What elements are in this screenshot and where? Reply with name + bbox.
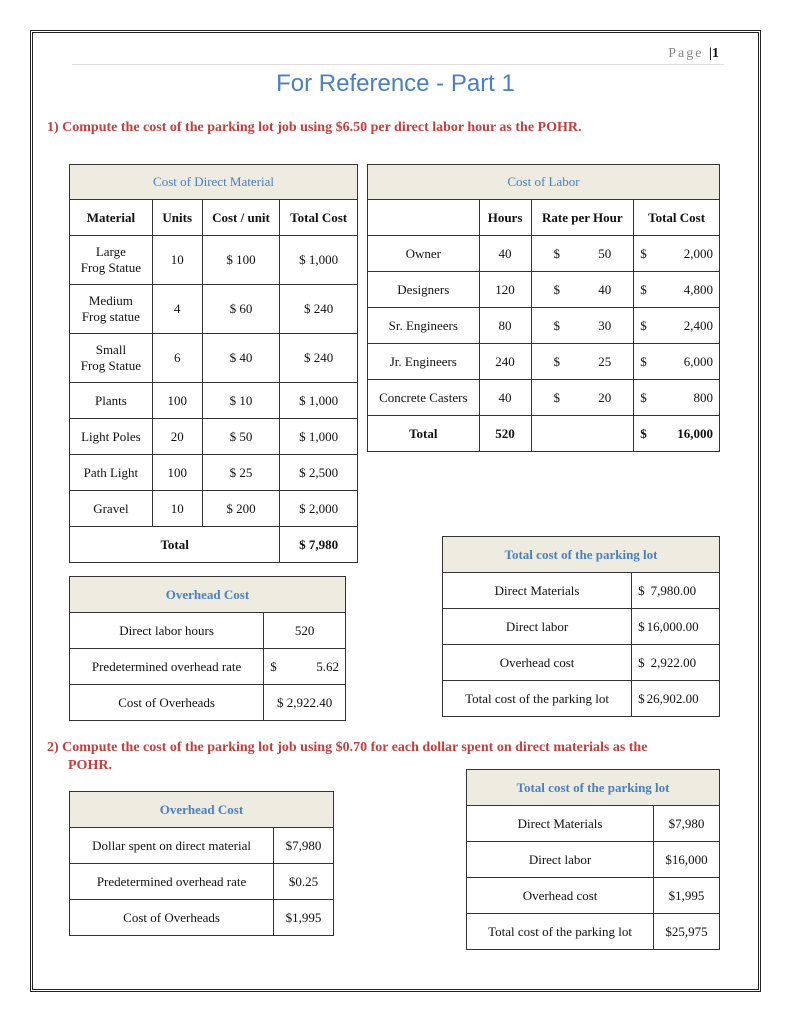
table-row: Predetermined overhead rate $0.25 — [70, 864, 334, 900]
table-row: Direct Materials $7,980 — [467, 806, 720, 842]
total-row: Total $ 7,980 — [70, 527, 358, 563]
column-header: Hours — [479, 200, 531, 236]
table-row: Jr. Engineers 240 $ 25 $ 6,000 — [368, 344, 720, 380]
page-title: For Reference - Part 1 — [276, 70, 515, 97]
table-row: Light Poles 20 $ 50 $ 1,000 — [70, 419, 358, 455]
total-cost-table-1 — [442, 536, 720, 717]
total-cost-table-2 — [466, 769, 720, 950]
table-row: Dollar spent on direct material $7,980 — [70, 828, 334, 864]
table-row: Total cost of the parking lot $25,975 — [467, 914, 720, 950]
table-row: Path Light 100 $ 25 $ 2,500 — [70, 455, 358, 491]
table-row: Gravel 10 $ 200 $ 2,000 — [70, 491, 358, 527]
overhead-table-2 — [69, 791, 334, 936]
table-row: Total cost of the parking lot $ 26,902.00 — [443, 681, 720, 717]
table-header: Total cost of the parking lot — [467, 770, 720, 806]
table-row: Sr. Engineers 80 $ 30 $ 2,400 — [368, 308, 720, 344]
total-row: Total 520 $ 16,000 — [368, 416, 720, 452]
column-header: Material — [70, 200, 153, 236]
table-header: Overhead Cost — [70, 577, 346, 613]
table-row: Predetermined overhead rate $ 5.62 — [70, 649, 346, 685]
table-row: Large Frog Statue 10 $ 100 $ 1,000 — [70, 236, 358, 285]
table-row: Cost of Overheads $ 2,922.40 — [70, 685, 346, 721]
column-header: Total Cost — [634, 200, 720, 236]
table-row: Plants 100 $ 10 $ 1,000 — [70, 383, 358, 419]
table-row: Small Frog Statue 6 $ 40 $ 240 — [70, 334, 358, 383]
table-row: Direct labor hours 520 — [70, 613, 346, 649]
table-row: Direct labor $16,000 — [467, 842, 720, 878]
table-row: Direct Materials $ 7,980.00 — [443, 573, 720, 609]
table-row: Owner 40 $ 50 $ 2,000 — [368, 236, 720, 272]
table-row: Medium Frog statue 4 $ 60 $ 240 — [70, 285, 358, 334]
table-row: Direct labor $ 16,000.00 — [443, 609, 720, 645]
question-2: 2) Compute the cost of the parking lot job using $0.70 for each dollar spent on direct materials as the POHR. — [47, 740, 648, 773]
direct-material-table — [69, 164, 358, 563]
table-row: Overhead cost $ 2,922.00 — [443, 645, 720, 681]
table-row: Designers 120 $ 40 $ 4,800 — [368, 272, 720, 308]
table-row: Concrete Casters 40 $ 20 $ 800 — [368, 380, 720, 416]
labor-table — [367, 164, 720, 452]
table-row: Overhead cost $1,995 — [467, 878, 720, 914]
question-1: 1) Compute the cost of the parking lot job using $6.50 per direct labor hour as the POHR. — [47, 120, 582, 135]
table-header: Cost of Direct Material — [70, 165, 358, 200]
table-header: Cost of Labor — [368, 165, 720, 200]
table-header: Overhead Cost — [70, 792, 334, 828]
column-header: Units — [152, 200, 202, 236]
header-rule — [72, 64, 724, 65]
page-number: Page |1 — [668, 46, 719, 61]
column-header: Total Cost — [280, 200, 358, 236]
column-header: Cost / unit — [202, 200, 280, 236]
table-header: Total cost of the parking lot — [443, 537, 720, 573]
table-row: Cost of Overheads $1,995 — [70, 900, 334, 936]
column-header: Rate per Hour — [531, 200, 634, 236]
overhead-table-1 — [69, 576, 346, 721]
